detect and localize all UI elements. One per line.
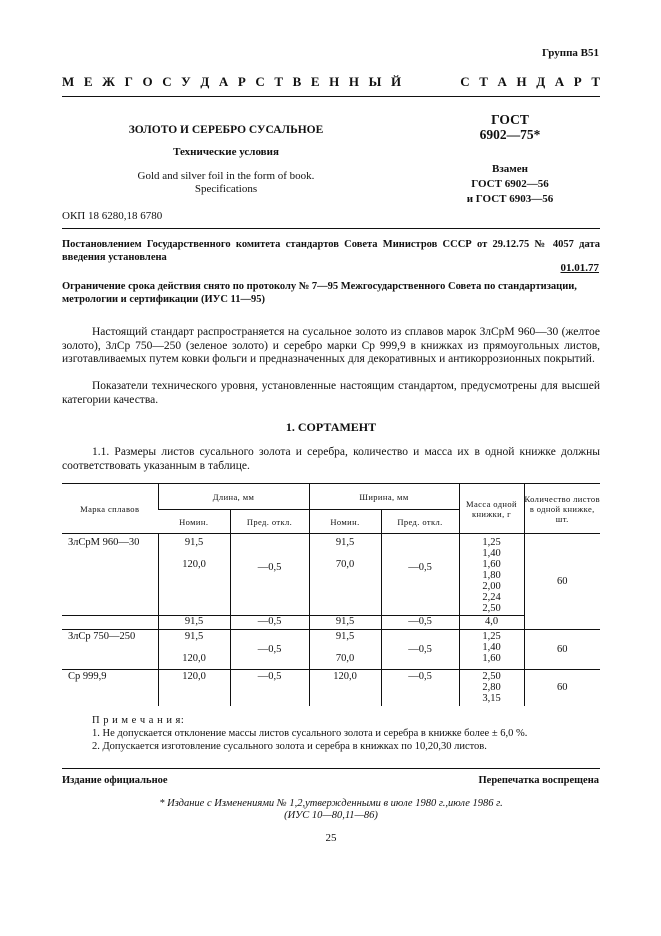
scope-paragraph: Настоящий стандарт распространяется на сусальное золото из сплавов марок ЗлСрМ 960—30 (желтое золото), ЗлСр 750—250 (зеленое золото) и серебро марки Ср 999,9 в книжках из прямоугольных листов, изготавливаемых путем ковки фольги и предназначенных для декоративных и антикоррозионных покрытий. (62, 326, 600, 365)
header-mass: Масса одной книжки, г (459, 484, 524, 534)
english-title: Gold and silver foil in the form of book. Specifications (137, 170, 315, 195)
group-code: Группа В51 (541, 47, 599, 59)
footer-rule (62, 768, 600, 769)
effective-date: 01.01.77 (560, 262, 599, 274)
page-number: 25 (325, 832, 337, 844)
table-row: Ср 999,9 120,0 —0,5 120,0 —0,5 2,50 2,80 3,15 60 (62, 670, 600, 706)
banner-rule (62, 96, 600, 97)
table-row: ЗлСрМ 960—30 91,5 120,0 —0,5 91,5 70,0 —0,5 1,25 1,40 1,60 1,80 2,00 2,24 2,50 60 (62, 534, 600, 616)
table-row: 91,5 —0,5 91,5 —0,5 4,0 (62, 616, 600, 630)
header-width: Ширина, мм (309, 484, 459, 510)
document-subtitle: Технические условия (173, 146, 279, 158)
header-length-nominal: Номин. (179, 516, 209, 527)
header-rule (62, 228, 600, 229)
section-heading: 1. СОРТАМЕНТ (285, 420, 377, 434)
quality-paragraph: Показатели технического уровня, установленные настоящим стандартом, предусмотрены для высшей категории качества. (62, 380, 600, 406)
limitation-text: Ограничение срока действия снято по протоколу № 7—95 Межгосударственного Совета по стандартизации, метрологии и сертификации (ИУС 11—95) (62, 281, 577, 305)
interstate-standard-banner: М Е Ж Г О С У Д А Р С Т В Е Н Н Ы Й С Т А Н Д А Р Т (62, 74, 600, 89)
header-width-nominal: Номин. (309, 510, 381, 534)
okp-code: ОКП 18 6280,18 6780 (62, 210, 163, 222)
reprint-prohibited: Перепечатка воспрещена (478, 775, 599, 786)
document-title: ЗОЛОТО И СЕРЕБРО СУСАЛЬНОЕ (128, 124, 324, 136)
notes: П р и м е ч а н и я: 1. Не допускается отклонение массы листов сусального золота и серебра в книжке более ± 6,0 %. 2. Допускается изготовление сусального золота и серебра в книжках по 10,20,30 листов. (92, 715, 528, 752)
dimensions-table (62, 483, 600, 706)
replaces-block: Взамен ГОСТ 6902—56 и ГОСТ 6903—56 (466, 163, 554, 205)
header-length: Длина, мм (158, 484, 309, 510)
official-edition: Издание официальное (62, 775, 168, 786)
footnote: * Издание с Изменениями № 1,2,утвержденными в июле 1980 г.,июле 1986 г. (ИУС 10—80,11—86) (159, 798, 503, 821)
header-grade: Марка сплавов (62, 484, 158, 534)
header-length-tolerance: Пред. откл. (230, 510, 309, 534)
header-count: Количество листов в одной книжке, шт. (524, 484, 600, 534)
gost-number: ГОСТ 6902—75* (479, 112, 541, 142)
decree-text: Постановлением Государственного комитета стандартов Совета Министров СССР от 29.12.75 № 4057 дата введения установлена (62, 239, 600, 263)
header-width-tolerance: Пред. откл. (381, 510, 459, 534)
table-intro-paragraph: 1.1. Размеры листов сусального золота и серебра, количество и масса их в одной книжке должны соответствовать указанным в таблице. (62, 446, 600, 472)
table-row: ЗлСр 750—250 91,5 120,0 —0,5 91,5 70,0 —0,5 1,25 1,40 1,60 60 (62, 630, 600, 670)
